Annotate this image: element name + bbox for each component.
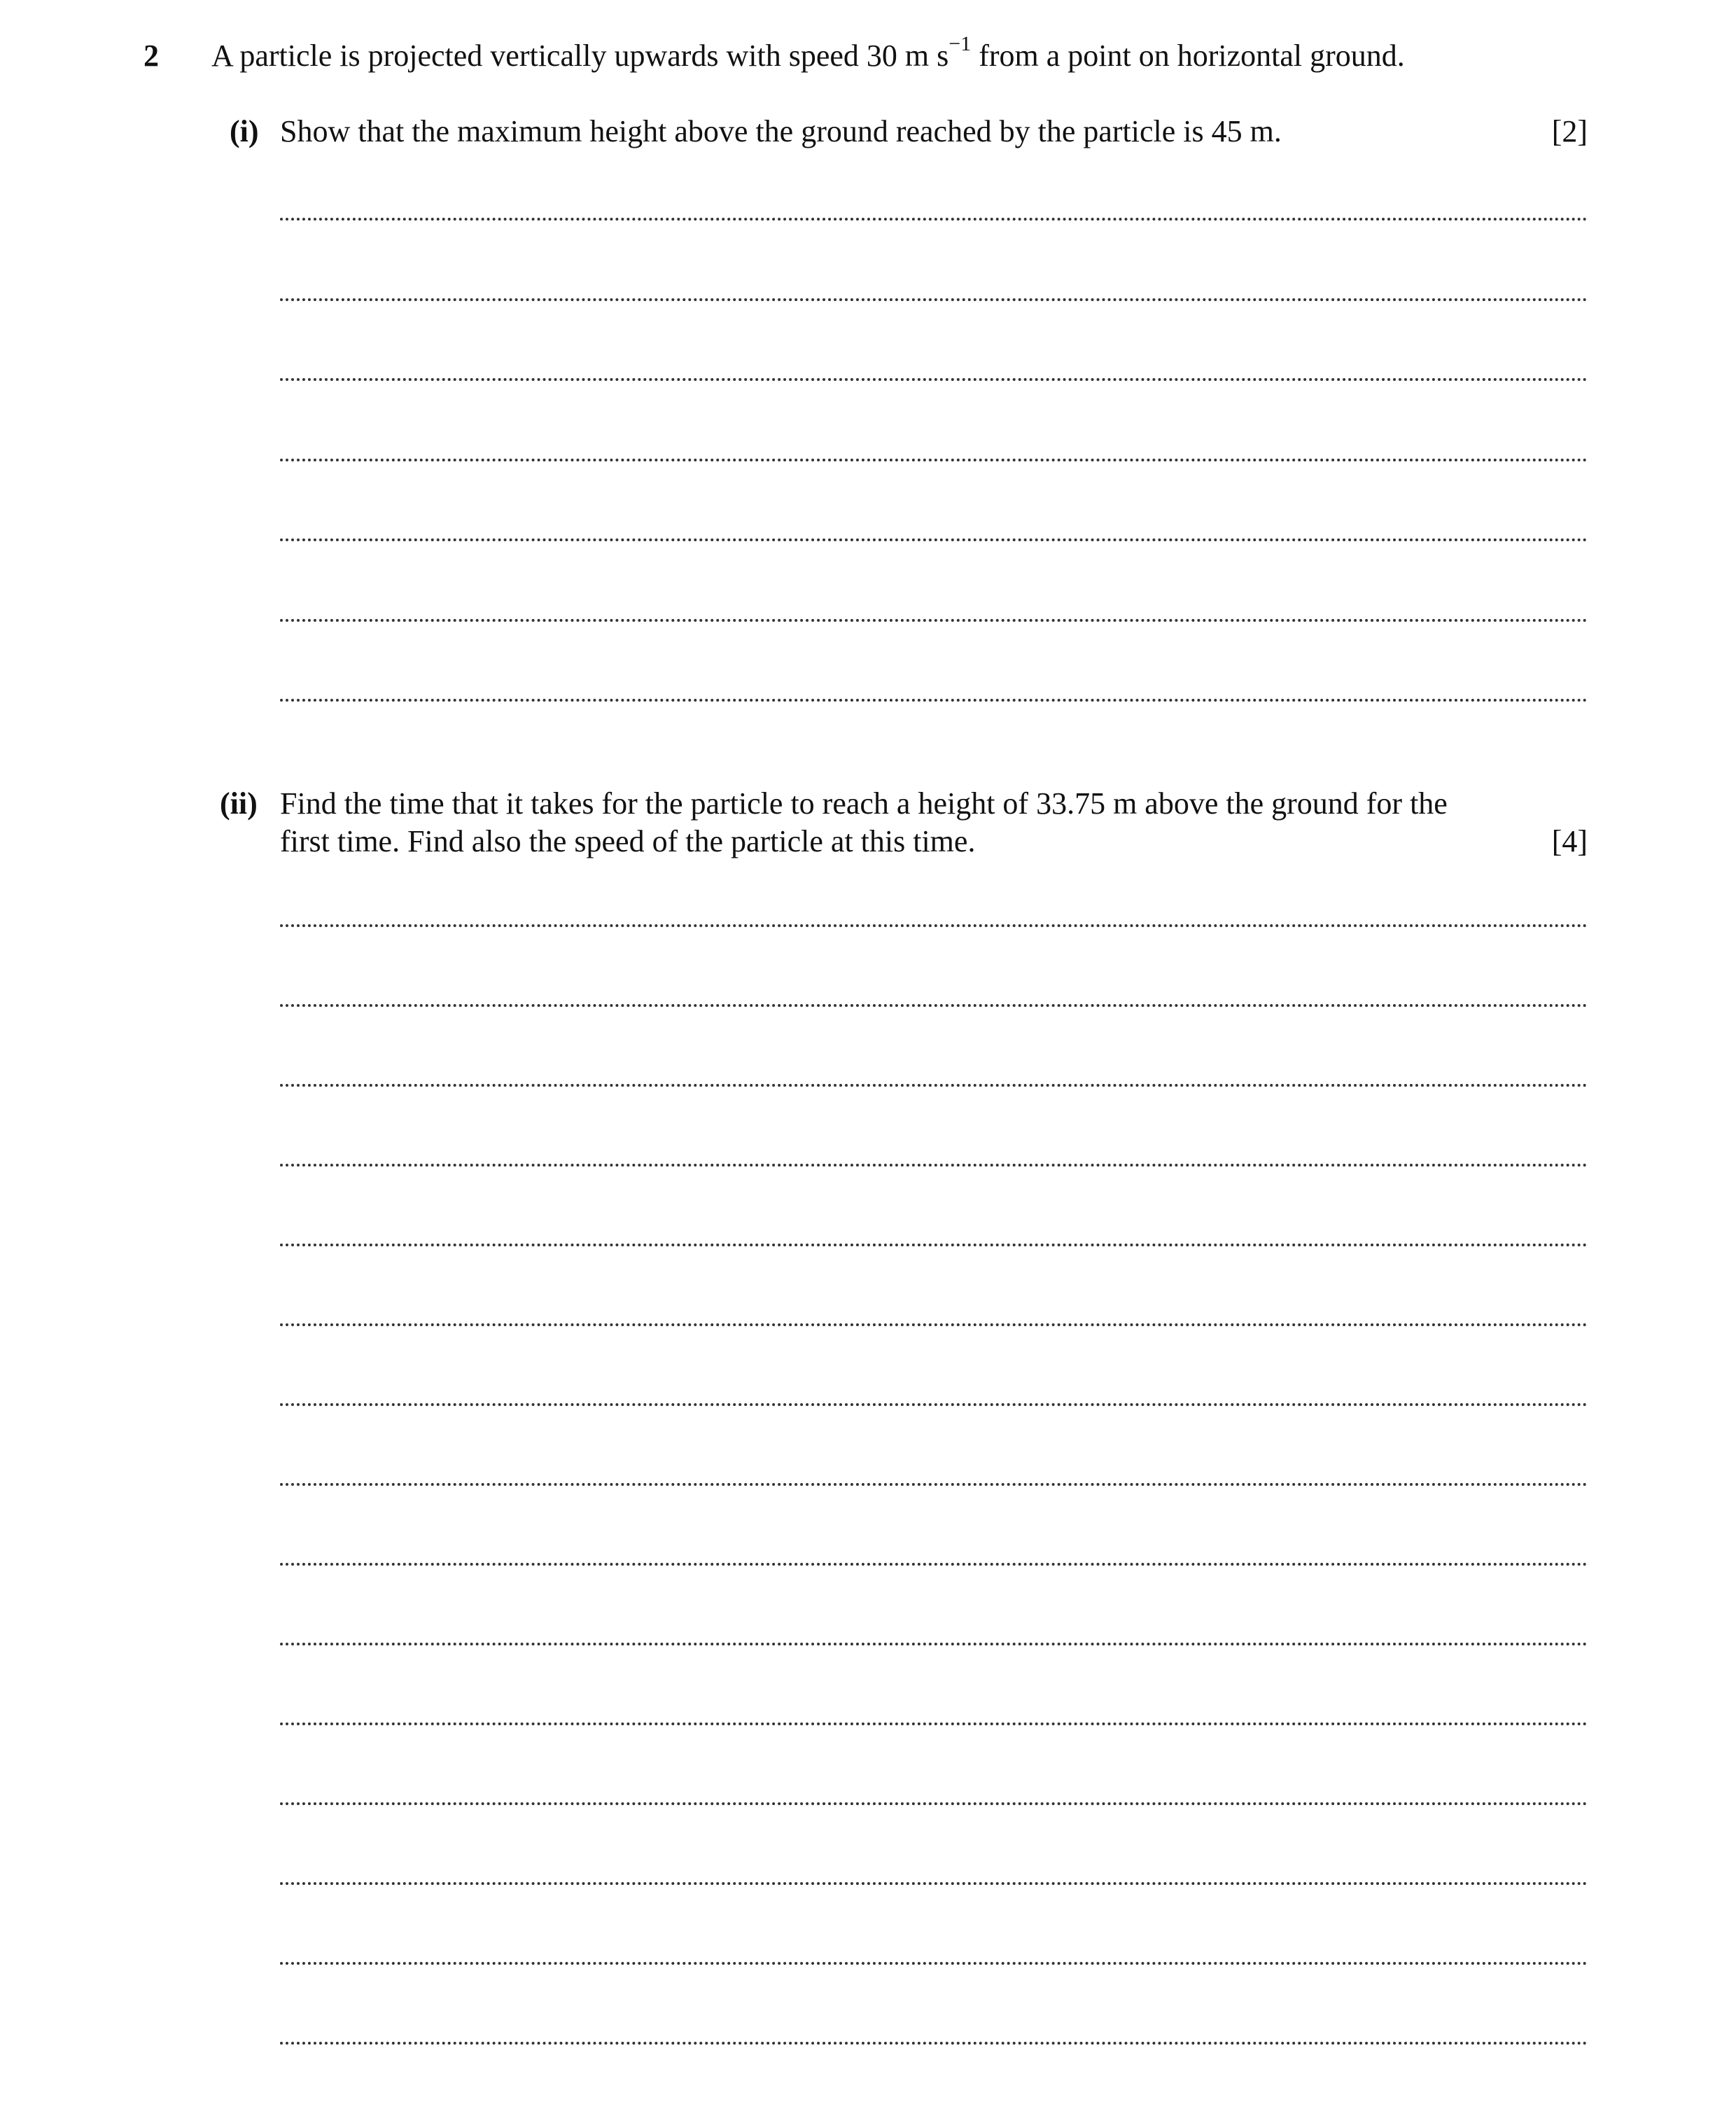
answer-line[interactable] <box>280 1802 1588 1805</box>
question-number: 2 <box>144 39 159 73</box>
answer-line[interactable] <box>280 1483 1588 1486</box>
part-i-label: (i) <box>230 114 259 148</box>
answer-line[interactable] <box>280 1882 1588 1885</box>
answer-line[interactable] <box>280 2042 1588 2045</box>
part-i-text: Show that the maximum height above the ground reached by the particle is 45 m. <box>280 114 1282 148</box>
part-ii-label: (ii) <box>220 786 258 821</box>
answer-line[interactable] <box>280 619 1588 622</box>
answer-line[interactable] <box>280 1244 1588 1246</box>
answer-line[interactable] <box>280 1962 1588 1965</box>
answer-line[interactable] <box>280 218 1588 221</box>
answer-line[interactable] <box>280 1563 1588 1566</box>
answer-line[interactable] <box>280 1722 1588 1725</box>
answer-line[interactable] <box>280 298 1588 301</box>
part-ii-text-line2: first time. Find also the speed of the particle at this time. <box>280 824 976 858</box>
stem-superscript: −1 <box>948 32 972 55</box>
answer-line[interactable] <box>280 1004 1588 1007</box>
question-stem <box>211 32 1405 76</box>
answer-line[interactable] <box>280 378 1588 381</box>
answer-line[interactable] <box>280 1084 1588 1087</box>
answer-line[interactable] <box>280 1164 1588 1167</box>
part-ii-marks: [4] <box>1551 824 1588 858</box>
answer-line[interactable] <box>280 459 1588 461</box>
answer-line[interactable] <box>280 538 1588 541</box>
answer-line[interactable] <box>280 1403 1588 1406</box>
stem-text-start: A particle is projected vertically upwards with speed 30 m s <box>211 39 949 73</box>
part-ii-text-line1: Find the time that it takes for the particle to reach a height of 33.75 m above the ground for the <box>280 786 1448 821</box>
answer-line[interactable] <box>280 1323 1588 1326</box>
answer-line[interactable] <box>280 924 1588 927</box>
answer-line[interactable] <box>280 1643 1588 1645</box>
stem-text-end: from a point on horizontal ground. <box>971 39 1405 73</box>
answer-line[interactable] <box>280 699 1588 702</box>
part-i-marks: [2] <box>1551 114 1588 148</box>
